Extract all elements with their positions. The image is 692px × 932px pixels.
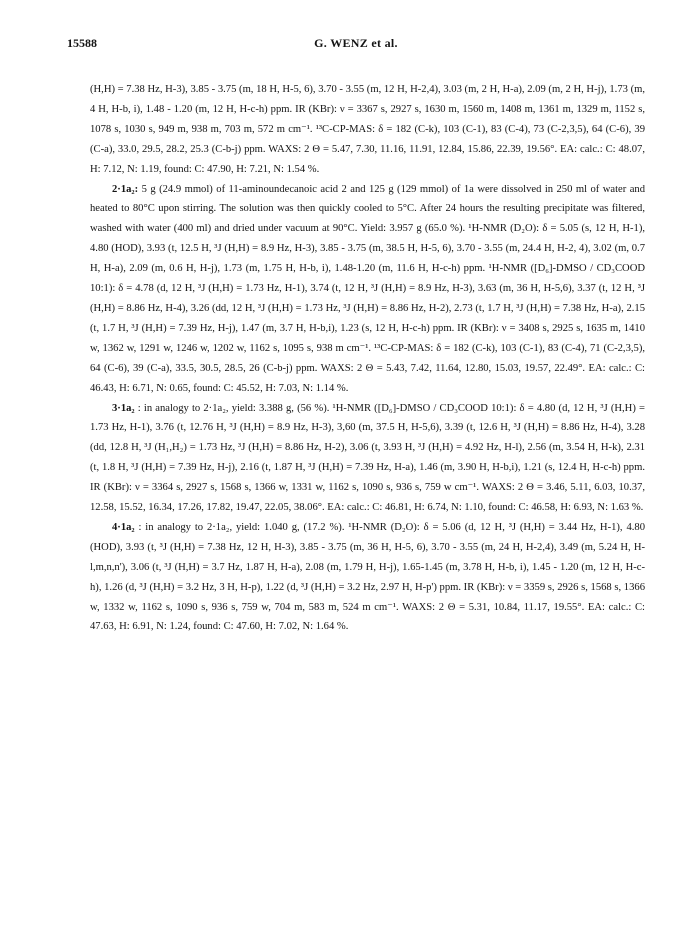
paragraph-text: : in analogy to 2·1a₂, yield: 3.388 g, (56 %). ¹H-NMR ([D₆]-DMSO / CD₃COOD 10:1): δ = 4.80 (d, 12 H, ³J (H,H) = 1.73 Hz, H-1), 3.76 (t, 12.76 H, ³J (H,H) = 8.9 Hz, H-3), 3,60 (m, 37.5 H, H-5,6), 3.39 (t, 12.6 H, ³J (H,H) = 8.86 Hz, H-4), 3.28 (dd, 12.8 H, ³J (H₁,H₂) = 1.73 Hz, ³J (H,H) = 8.86 Hz, H-2), 3.06 (t, 3.93 H, ³J (H,H) = 4.92 Hz, H-l), 2.56 (m, 3.54 H, H-k), 2.31 (t, 1.8 H, ³J (H,H) = 7.39 Hz, H-j), 2.16 (t, 1.87 H, ³J (H,H) = 7.39 Hz, H-a), 1.46 (m, 3.90 H, H-b,i), 1.21 (s, 12.4 H, H-c-h) ppm. IR (KBr): ν = 3364 s, 2927 s, 1568 s, 1366 w, 1331 w, 1162 s, 1090 s, 936 s, 759 w cm⁻¹. WAXS: 2 Θ = 3.46, 5.11, 6.03, 10.37, 12.58, 15.52, 16.34, 17.26, 17.82, 19.47, 22.05, 38.06°. EA: calc.: C: 46.81, H: 6.74, N: 1.10, found: C: 46.58, H: 6.93, N: 1.63 %.: [90, 402, 645, 514]
experimental-section: [90, 80, 645, 637]
paragraph-text: 5 g (24.9 mmol) of 11-aminoundecanoic acid 2 and 125 g (129 mmol) of 1a were dissolved in 250 ml of water and heated to 80°C upon stirring. The solution was then quickly cooled to 5°C. After 24 hours the resulting precipitate was filtered, washed with water (400 ml) and dried under vacuum at 90°C. Yield: 3.957 g (65.0 %). ¹H-NMR (D₂O): δ = 5.05 (s, 12 H, H-1), 4.80 (HOD), 3.93 (t, 12.5 H, ³J (H,H) = 8.9 Hz, H-3), 3.85 - 3.75 (m, 38.5 H, H-5, 6), 3.70 - 3.55 (m, 24.4 H, H-2, 4), 3.02 (m, 0.7 H, H-a), 2.09 (m, 0.6 H, H-j), 1.73 (m, 1.75 H, H-b, i), 1.48-1.20 (m, 11.6 H, H-c-h) ppm. ¹H-NMR ([D₆]-DMSO / CD₃COOD 10:1): δ = 4.78 (d, 12 H, ³J (H,H) = 1.73 Hz, H-1), 3.74 (t, 12 H, ³J (H,H) = 8.9 Hz, H-3), 3.63 (m, 36 H, H-5,6), 3.37 (t, 12 H, ³J (H,H) = 8.86 Hz, H-4), 3.26 (dd, 12 H, ³J (H,H) = 1.73 Hz, ³J (H,H) = 8.86 Hz, H-2), 2.73 (t, 1.7 H, ³J (H,H) = 7.38 Hz, H-a), 2.15 (t, 1.7 H, ³J (H,H) = 7.39 Hz, H-j), 1.47 (m, 3.7 H, H-b,i), 1.23 (s, 12 H, H-c-h) ppm. IR (KBr): ν = 3408 s, 2925 s, 1635 m, 1410 w, 1362 w, 1291 w, 1246 w, 1202 w, 1162 s, 1095 s, 938 m cm⁻¹. ¹³C-CP-MAS: δ = 182 (C-k), 103 (C-1), 83 (C-4), 71 (C-2,3,5), 64 (C-6), 39 (C-a), 33.5, 30.5, 28.5, 26 (C-b-j) ppm. WAXS: 2 Θ = 5.43, 7.42, 11.64, 12.80, 15.03, 19.57, 22.49°. EA: calc.: C: 46.43, H: 6.71, N: 0.65, found: C: 45.52, H: 7.03, N: 1.14 %.: [90, 183, 645, 394]
running-title: G. WENZ et al.: [314, 36, 398, 50]
paragraph-compound-2-1a2: [90, 180, 645, 399]
paragraph-text: (H,H) = 7.38 Hz, H-3), 3.85 - 3.75 (m, 18 H, H-5, 6), 3.70 - 3.55 (m, 12 H, H-2,4), 3.03 (m, 2 H, H-a), 2.09 (m, 2 H, H-j), 1.73 (m, 4 H, H-b, i), 1.48 - 1.20 (m, 12 H, H-c-h) ppm. IR (KBr): ν = 3367 s, 2927 s, 1630 m, 1560 m, 1408 m, 1361 m, 1329 m, 1152 s, 1078 s, 1030 s, 949 m, 938 m, 703 m, 572 m cm⁻¹. ¹³C-CP-MAS: δ = 182 (C-k), 103 (C-1), 83 (C-4), 73 (C-2,3,5), 64 (C-6), 39 (C-a), 33.0, 29.5, 28.2, 25.3 (C-b-j) ppm. WAXS: 2 Θ = 5.47, 7.30, 11.16, 11.91, 12.84, 15.86, 22.39, 19.56°. EA: calc.: C: 48.07, H: 7.12, N: 1.19, found: C: 47.90, H: 7.21, N: 1.54 %.: [90, 84, 645, 175]
compound-label: 3·1a₂: [112, 402, 135, 414]
page-number: 15588: [67, 36, 97, 50]
paragraph-compound-4-1a2: [90, 518, 645, 637]
running-head: [67, 36, 645, 54]
compound-label: 4·1a₂: [112, 521, 135, 533]
paragraph-continued-data: [90, 80, 645, 180]
paragraph-text: : in analogy to 2·1a₂, yield: 1.040 g, (17.2 %). ¹H-NMR (D₂O): δ = 5.06 (d, 12 H, ³J (H,H) = 3.44 Hz, H-1), 4.80 (HOD), 3.93 (t, ³J (H,H) = 7.38 Hz, 12 H, H-3), 3.85 - 3.75 (m, 36 H, H-5, 6), 3.70 - 3.55 (m, 24 H, H-2,4), 3.49 (m, 5.24 H, H-l,m,n,n'), 3.06 (t, ³J (H,H) = 3.7 Hz, 1.87 H, H-a), 2.08 (m, 1.79 H, H-j), 1.65-1.45 (m, 3.78 H, H-b, i), 1.45 - 1.20 (m, 12 H, H-c-h), 1.26 (d, ³J (H,H) = 3.2 Hz, 3 H, H-p), 1.22 (d, ³J (H,H) = 3.2 Hz, 2.97 H, H-p') ppm. IR (KBr): ν = 3359 s, 2926 s, 1568 s, 1366 w, 1332 w, 1162 s, 1090 s, 936 s, 759 w, 704 m, 583 m, 524 m cm⁻¹. WAXS: 2 Θ = 5.31, 10.84, 11.17, 19.55°. EA: calc.: C: 47.63, H: 6.91, N: 1.24, found: C: 47.60, H: 7.02, N: 1.64 %.: [90, 521, 645, 633]
compound-label: 2·1a₂:: [112, 183, 139, 195]
paragraph-compound-3-1a2: [90, 399, 645, 518]
